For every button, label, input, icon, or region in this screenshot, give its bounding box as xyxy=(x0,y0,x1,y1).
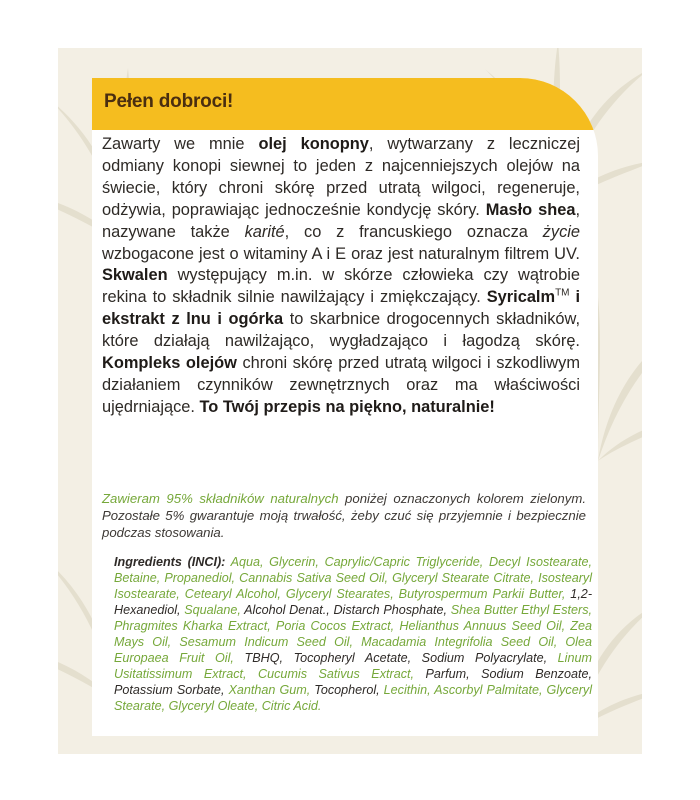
description-text: , wytwarzany z leczniczej odmiany konopi siewnej to jeden z najcenniejszych olejów na świecie, który chroni skórę przed utratą wilgoci, regeneruje, odżywia, poprawiając jednocześnie kondycję skóry. xyxy=(102,135,580,219)
ingredient-other: Parfum, Sodium Benzoate, Potassium Sorbate, xyxy=(114,667,592,697)
ingredient-natural: Lecithin, Ascorbyl Palmitate, Glyceryl Stearate, Glyceryl Oleate, Citric Acid. xyxy=(114,683,592,713)
highlight-squalane: Skwalen xyxy=(102,266,168,285)
highlight-oil-complex: Kompleks olejów xyxy=(102,354,237,373)
italic-term: życie xyxy=(542,222,581,241)
ingredients-list xyxy=(114,554,592,714)
highlight-hemp-oil: olej konopny xyxy=(258,135,369,153)
description-text: wzbogacone jest o witaminy A i E oraz jest naturalnym filtrem UV. xyxy=(102,244,580,263)
natural-percentage: Zawieram 95% składników naturalnych xyxy=(102,491,339,506)
ingredient-other: Tocopherol, xyxy=(310,683,380,697)
description-text: , co z francuskiego oznacza xyxy=(284,222,543,241)
description-text: to skarbnice drogocennych składników, które działają nawilżająco, wygładzająco i łagodzą skórę. xyxy=(102,310,581,351)
content-panel xyxy=(92,78,598,736)
ingredients-label: Ingredients (INCI): xyxy=(114,555,226,569)
header-bar xyxy=(92,78,598,130)
description-text: Zawarty we mnie xyxy=(102,135,259,153)
natural-note-text: poniżej oznaczonych kolorem zielonym. Pozostałe 5% gwarantuje moją trwałość, żeby czuć się przyjemnie i bezpiecznie podczas stosowania. xyxy=(102,491,586,540)
description-text: występujący m.in. w skórze człowieka czy wątrobie rekina to składnik silnie nawilżający i zmiękczający. xyxy=(102,266,580,307)
trademark-mark: TM xyxy=(555,287,570,299)
description-text: , nazywane także xyxy=(102,200,580,241)
product-description xyxy=(102,134,580,419)
ingredient-natural: Aqua, Glycerin, Caprylic/Capric Triglyceride, Decyl Isostearate, Betaine, Propanediol, Cannabis Sativa Seed Oil, Glyceryl Stearate Citrate, Isostearyl Isostearate, Cetearyl Alcohol, Glyceryl Stearates, Butyrospermum Parkii Butter, xyxy=(114,555,592,601)
highlight-shea-butter: Masło shea xyxy=(485,200,576,219)
ingredients-items xyxy=(114,555,592,713)
natural-content-note xyxy=(102,490,586,541)
ingredient-natural: Squalane, xyxy=(180,603,241,617)
ingredient-natural: Linum Usitatissimum Extract, Cucumis Sativus Extract, xyxy=(114,651,592,681)
highlight-syricalm: Syricalm xyxy=(486,288,556,307)
ingredient-other: Alcohol Denat., Distarch Phosphate, xyxy=(240,603,448,617)
highlight-extracts: i ekstrakt z lnu i ogórka xyxy=(102,288,581,329)
closing-slogan: To Twój przepis na piękno, naturalnie! xyxy=(199,397,495,416)
description-text: chroni skórę przed utratą wilgoci i szkodliwym działaniem czynników zewnętrznych oraz ma właściwości ujędrniające. xyxy=(102,354,580,416)
ingredient-natural: Shea Butter Ethyl Esters, Phragmites Kharka Extract, Poria Cocos Extract, Helianthus Annuus Seed Oil, Zea Mays Oil, Sesamum Indicum Seed Oil, Macadamia Integrifolia Seed Oil, Olea Europaea Fruit Oil, xyxy=(114,603,592,665)
ingredient-other: TBHQ, Tocopheryl Acetate, Sodium Polyacrylate, xyxy=(233,651,548,665)
ingredient-other: 1,2-Hexanediol, xyxy=(114,587,593,617)
italic-term: karité xyxy=(244,222,285,241)
page-title: Pełen dobroci! xyxy=(104,91,234,112)
ingredient-natural: Xanthan Gum, xyxy=(224,683,311,697)
